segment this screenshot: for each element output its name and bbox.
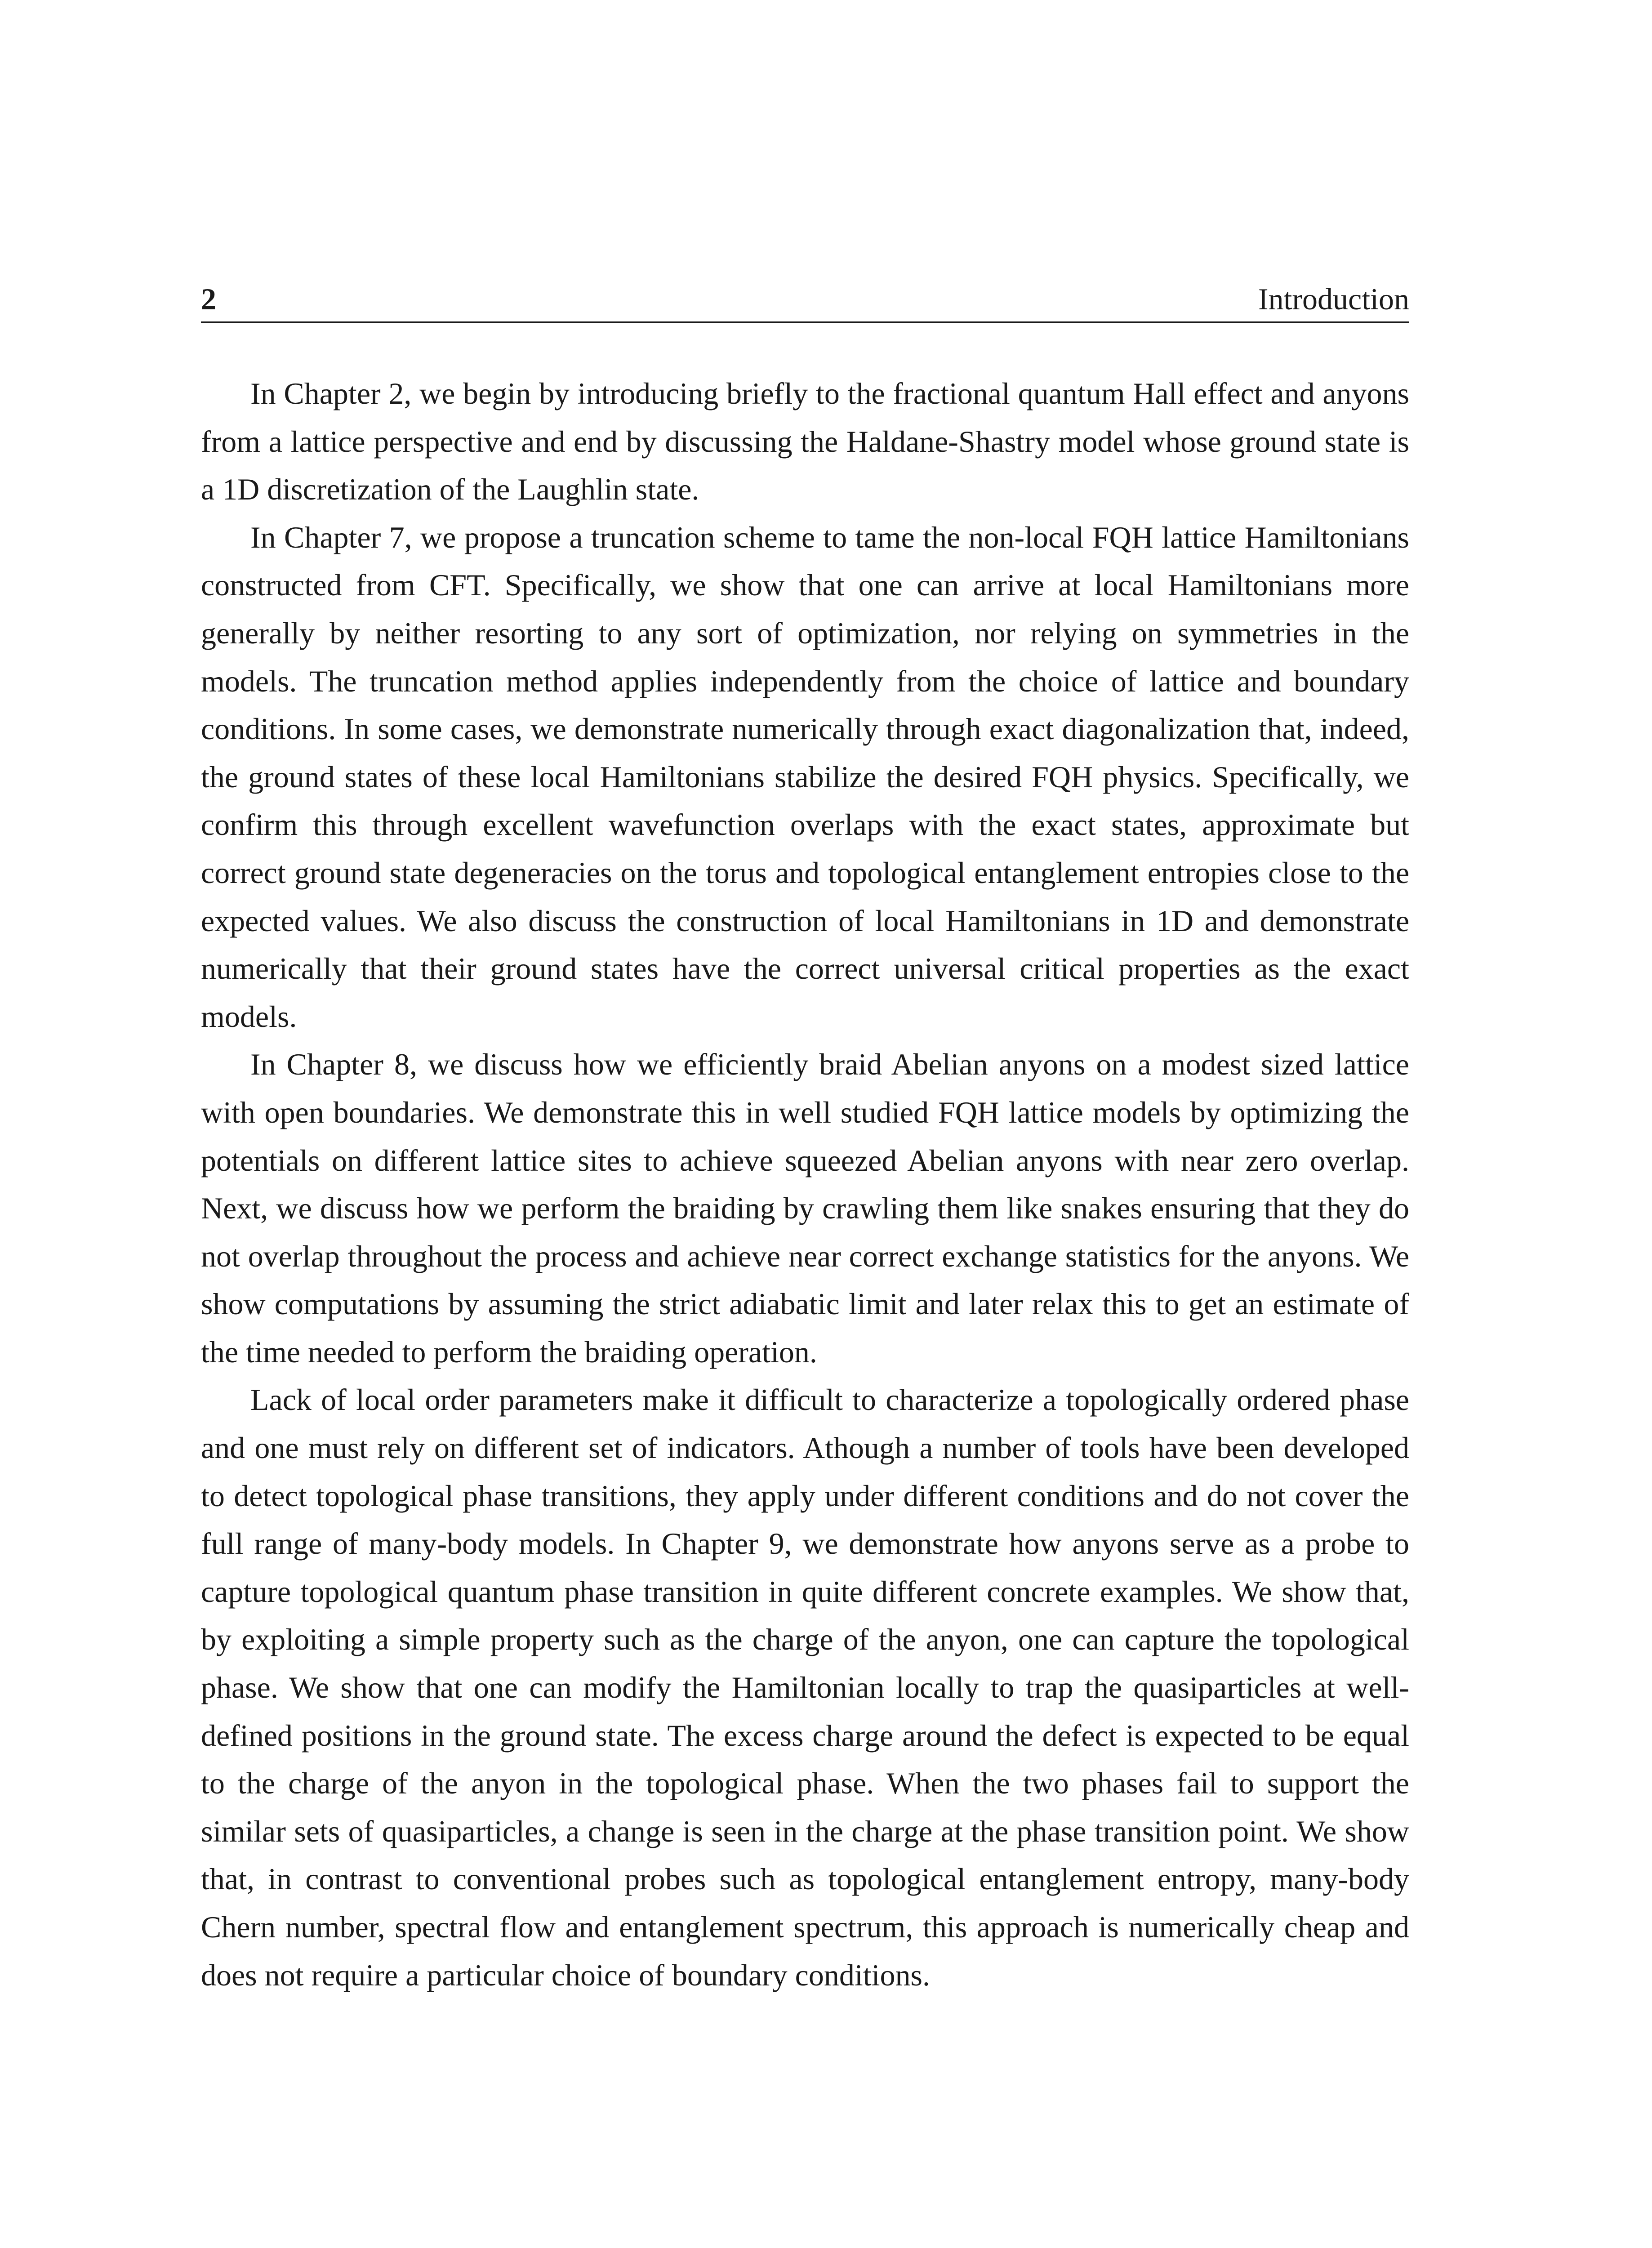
running-header	[201, 277, 1409, 323]
paragraph: In Chapter 8, we discuss how we efficiently braid Abelian anyons on a modest sized lattice with open boundaries. We demonstrate this in well studied FQH lattice models by optimizing the potentials on different lattice sites to achieve squeezed Abelian anyons with near zero overlap. Next, we discuss how we perform the braiding by crawling them like snakes ensuring that they do not overlap throughout the process and achieve near correct exchange statistics for the anyons. We show computations by assuming the strict adiabatic limit and later relax this to get an estimate of the time needed to perform the braiding operation.	[201, 1047, 1409, 1369]
paragraph: Lack of local order parameters make it difficult to characterize a topologically ordered phase and one must rely on different set of indicators. Athough a number of tools have been developed to detect topological phase transitions, they apply under different conditions and do not cover the full range of many-body models. In Chapter 9, we demonstrate how anyons serve as a probe to capture topological quantum phase transition in quite different concrete examples. We show that, by exploiting a simple property such as the charge of the anyon, one can capture the topological phase. We show that one can modify the Hamiltonian locally to trap the quasiparticles at well-defined positions in the ground state. The excess charge around the defect is expected to be equal to the charge of the anyon in the topological phase. When the two phases fail to support the similar sets of quasiparticles, a change is seen in the charge at the phase transition point. We show that, in contrast to conventional probes such as topological entanglement entropy, many-body Chern number, spectral flow and entanglement spectrum, this approach is numerically cheap and does not require a particular choice of boundary conditions.	[201, 1383, 1409, 1992]
section-title: Introduction	[1258, 282, 1409, 316]
paragraph: In Chapter 7, we propose a truncation scheme to tame the non-local FQH lattice Hamiltonians constructed from CFT. Specifically, we show that one can arrive at local Hamiltonians more generally by neither resorting to any sort of optimization, nor relying on symmetries in the models. The truncation method applies independently from the choice of lattice and boundary conditions. In some cases, we demonstrate numerically through exact diagonalization that, indeed, the ground states of these local Hamiltonians stabilize the desired FQH physics. Specifically, we confirm this through excellent wavefunction overlaps with the exact states, approximate but correct ground state degeneracies on the torus and topological entanglement entropies close to the expected values. We also discuss the construction of local Hamiltonians in 1D and demonstrate numerically that their ground states have the correct universal critical properties as the exact models.	[201, 520, 1409, 1034]
body-text	[201, 370, 1409, 1999]
page-number: 2	[201, 282, 216, 316]
paragraph: In Chapter 2, we begin by introducing briefly to the fractional quantum Hall effect and anyons from a lattice perspective and end by discussing the Haldane-Shastry model whose ground state is a 1D discretization of the Laughlin state.	[201, 376, 1409, 507]
